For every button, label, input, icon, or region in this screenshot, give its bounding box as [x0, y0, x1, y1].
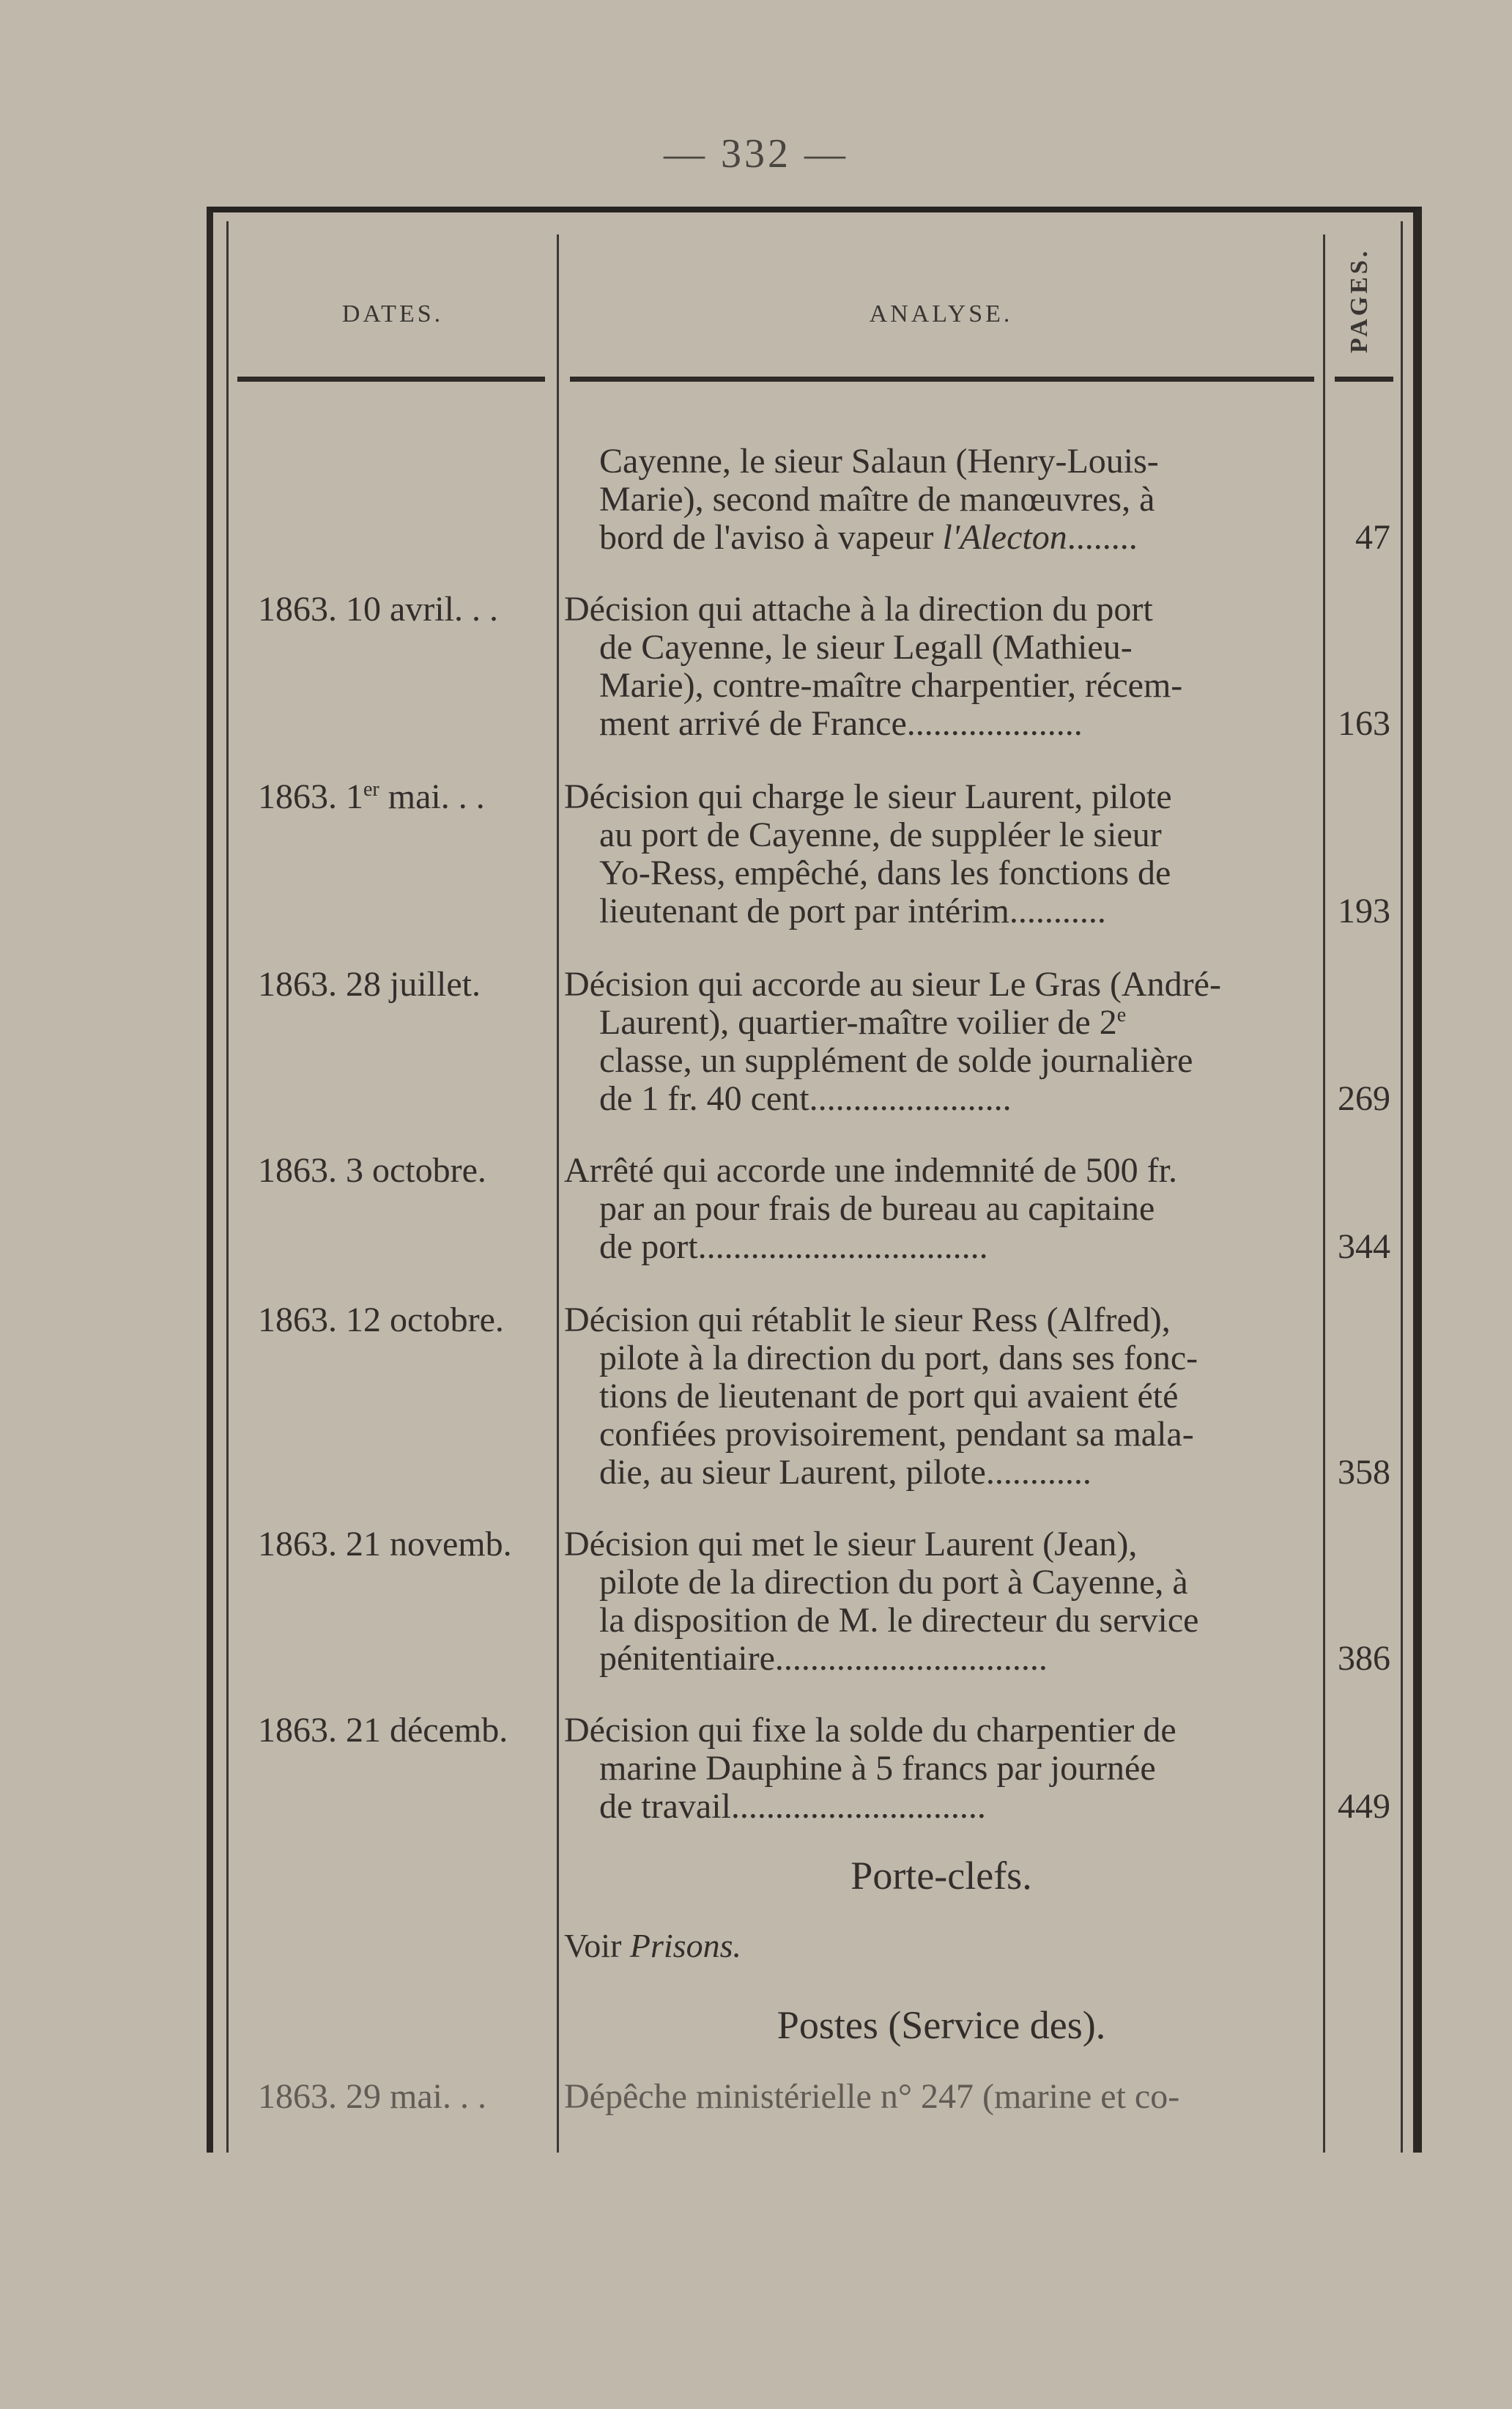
entry-date: 1863. 29 mai. . . [258, 2077, 486, 2116]
entry-date: 1863. 21 novemb. [258, 1525, 512, 1564]
page-reference: 386 [1338, 1639, 1390, 1678]
entry-text: de 1 fr. 40 cent [599, 1079, 809, 1118]
entry-line: Décision qui charge le sieur Laurent, pilote [564, 777, 1172, 816]
page-reference: 47 [1355, 518, 1390, 557]
entry-date: 1863. 10 avril. . . [258, 590, 498, 629]
entry-line: Yo-Ress, empêché, dans les fonctions de [599, 854, 1171, 892]
ship-name: l'Alecton [942, 518, 1067, 557]
entry-line [564, 1788, 1319, 1826]
leader-dots: ............ [985, 1453, 1092, 1492]
analyse-header-label: ANALYSE. [869, 300, 1013, 328]
entry-date [258, 778, 558, 816]
entry-line: classe, un supplément de solde journalière [599, 1041, 1193, 1080]
entry-line: la disposition de M. le directeur du service [599, 1601, 1199, 1640]
entry-text: bord de l'aviso à vapeur [599, 518, 943, 557]
index-table [207, 207, 1422, 2153]
entry-line: Décision qui attache à la direction du port [564, 590, 1153, 629]
entry-date: 1863. 21 décemb. [258, 1711, 508, 1750]
entry-analysis [564, 443, 1319, 557]
entry-line: au port de Cayenne, de suppléer le sieur [599, 815, 1162, 854]
entry-text: lieutenant de port par intérim [599, 892, 1009, 930]
entry-line: Décision qui rétablit le sieur Ress (Alfred), [564, 1300, 1171, 1339]
entry-line [564, 1454, 1319, 1492]
date-part: mai. . . [379, 777, 485, 816]
leader-dots: .................... [906, 704, 1083, 743]
entry-text: de port [599, 1227, 698, 1266]
entry-line: Marie), second maître de manœuvres, à [599, 480, 1155, 519]
entry-line: Décision qui accorde au sieur Le Gras (André- [564, 965, 1221, 1004]
date-part: 1863. 1 [258, 777, 363, 816]
leader-dots: ............................. [730, 1787, 986, 1826]
superscript: e [1116, 1004, 1127, 1026]
entry-line [564, 1080, 1319, 1118]
entry-line: de Cayenne, le sieur Legall (Mathieu- [599, 628, 1133, 667]
entry-line: confiées provisoirement, pendant sa mala- [599, 1415, 1194, 1454]
section-title-postes: Postes (Service des). [777, 2003, 1106, 2047]
entry-line: tions de lieutenant de port qui avaient été [599, 1377, 1179, 1416]
entry-line [564, 519, 1319, 557]
date-superscript: er [363, 778, 379, 801]
page-reference: 163 [1338, 704, 1390, 743]
cross-reference [564, 1927, 741, 1965]
leader-dots: ................................. [697, 1227, 988, 1266]
entry-line [564, 1228, 1319, 1266]
entry-text: ment arrivé de France [599, 704, 907, 743]
entry-date: 1863. 3 octobre. [258, 1151, 486, 1190]
table-inner-border [226, 221, 1403, 2153]
page-reference: 358 [1338, 1453, 1390, 1492]
entry-line: Dépêche ministérielle n° 247 (marine et co- [564, 2077, 1180, 2116]
entry-line [564, 1640, 1319, 1678]
entry-analysis [564, 1301, 1319, 1492]
page-reference: 193 [1338, 892, 1390, 930]
entry-date: 1863. 28 juillet. [258, 965, 481, 1004]
entry-line: pilote à la direction du port, dans ses fonc- [599, 1339, 1198, 1377]
page-reference: 344 [1338, 1227, 1390, 1266]
entry-line [564, 892, 1319, 930]
page-reference: 269 [1338, 1079, 1390, 1118]
entry-line [564, 1004, 1319, 1042]
entry-date: 1863. 12 octobre. [258, 1300, 504, 1339]
entry-line: par an pour frais de bureau au capitaine [599, 1189, 1155, 1228]
leader-dots: ............................... [774, 1639, 1048, 1678]
dates-header-label: DATES. [341, 300, 444, 328]
pages-header-label: PAGES. [1346, 248, 1373, 353]
entry-analysis [564, 778, 1319, 930]
entry-line [564, 705, 1319, 743]
section-title-porte-clefs: Porte-clefs. [850, 1854, 1032, 1898]
entry-analysis [564, 2078, 1319, 2116]
leader-dots: ....................... [809, 1079, 1012, 1118]
voir-target: Prisons. [629, 1927, 741, 1964]
leader-dots: ........ [1067, 518, 1138, 557]
entry-line: Arrêté qui accorde une indemnité de 500 fr. [564, 1151, 1177, 1190]
entry-analysis [564, 1152, 1319, 1266]
voir-label: Voir [564, 1927, 630, 1964]
entry-text: de travail [599, 1787, 731, 1826]
entry-line: Décision qui met le sieur Laurent (Jean), [564, 1525, 1138, 1564]
entry-analysis [564, 966, 1319, 1118]
entry-text: die, au sieur Laurent, pilote [599, 1453, 986, 1492]
entry-line: Décision qui fixe la solde du charpentier de [564, 1711, 1176, 1750]
leader-dots: ........... [1009, 892, 1106, 930]
entry-analysis [564, 591, 1319, 743]
table-body [229, 221, 1401, 2153]
page-number: — 332 — [664, 131, 848, 177]
entry-analysis [564, 1525, 1319, 1678]
page-reference: 449 [1338, 1787, 1390, 1826]
entry-line: Cayenne, le sieur Salaun (Henry-Louis- [599, 442, 1159, 481]
entry-line: pilote de la direction du port à Cayenne, à [599, 1563, 1188, 1602]
entry-line: Marie), contre-maître charpentier, récem- [599, 666, 1183, 705]
entry-text: Laurent), quartier-maître voilier de 2 [599, 1003, 1117, 1042]
entry-line: marine Dauphine à 5 francs par journée [599, 1749, 1156, 1788]
entry-analysis [564, 1712, 1319, 1826]
entry-text: pénitentiaire [599, 1639, 775, 1678]
